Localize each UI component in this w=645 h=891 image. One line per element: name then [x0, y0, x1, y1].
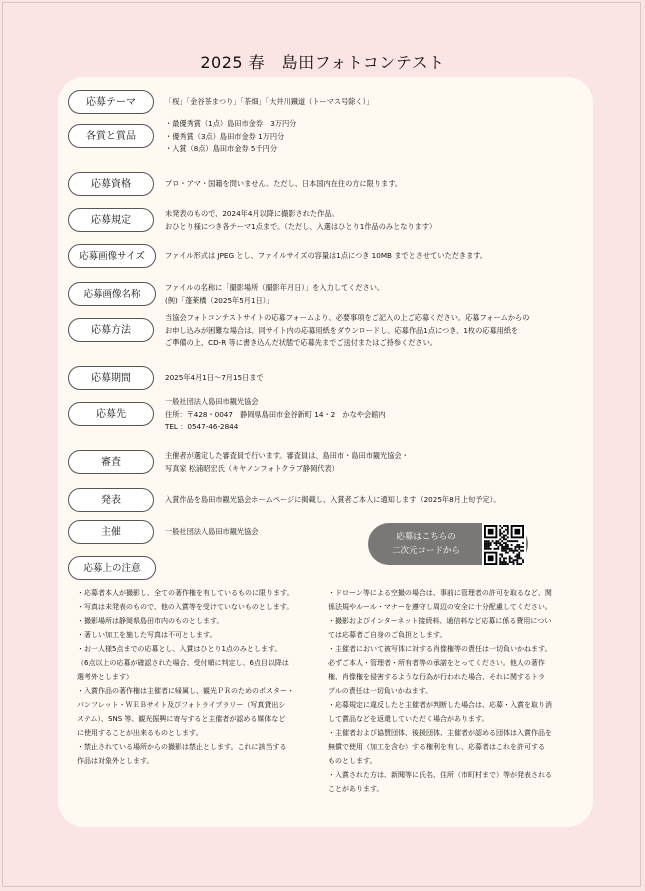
note-line: ・応募者本人が撮影し、全ての著作権を有しているものに限ります。: [77, 589, 294, 597]
row-content-line: 入賞作品を島田市観光協会ホームページに掲載し、入賞者ご本人に通知します（2025年8月上旬予定）。: [165, 495, 501, 504]
note-line: ものとします。: [328, 757, 377, 765]
row-content: [165, 178, 585, 191]
qr-callout-text: [386, 530, 466, 558]
row-label: 応募上の注意: [68, 556, 156, 580]
row-content-line: 当協会フォトコンテストサイトの応募フォームより、必要事項をご記入の上ご応募ください。応募フォームからの: [165, 313, 530, 322]
row-content-line: 未発表のもので、2024年4月以降に撮影された作品。: [165, 209, 339, 218]
notes-left: [77, 586, 327, 768]
note-line: ステム）、SNS 等、観光振興に寄与すると主催者が認める媒体など: [77, 715, 286, 723]
row-label: 応募方法: [68, 318, 154, 342]
notes-right: [328, 586, 590, 796]
row-label: 審査: [68, 450, 154, 474]
note-line: ・主催者において被写体に対する肖像権等の責任は一切負いかねます。: [328, 645, 552, 653]
note-line: ・お一人様5点までの応募とし、入賞はひとり1点のみとします。: [77, 645, 282, 653]
row-content-line: プロ・アマ・国籍を問いません。ただし、日本国内在住の方に限ります。: [165, 179, 403, 188]
note-line: に使用することが出来るものとします。: [77, 729, 203, 737]
row-content: [165, 494, 585, 507]
note-line: ・主催者および協賛団体、後援団体、主催者が認める団体は入賞作品を: [328, 729, 552, 737]
row-label: 応募期間: [68, 366, 154, 390]
note-line: ・応募規定に違反したと主催者が判断した場合は、応募・入賞を取り消: [328, 701, 552, 709]
note-line: ・入賞された方は、新聞等に氏名、住所（市町村まで）等が発表される: [328, 771, 552, 779]
row-label: 応募画像サイズ: [68, 244, 156, 268]
row-content-line: ファイルの名称に「撮影場所（撮影年月日）」を入力してください。: [165, 283, 385, 292]
row-label: 応募先: [68, 402, 154, 426]
note-line: ・著しい加工を施した写真は不可とします。: [77, 631, 217, 639]
note-line: 必ずご本人・管理者・所有者等の承諾をとってください。他人の著作: [328, 659, 545, 667]
row-content-line: ご準備の上、CD-R 等に書き込んだ状態で応募先までご送付またはご持参ください。: [165, 338, 437, 347]
row-content-line: 「桜」「金谷茶まつり」「茶畑」「大井川鐵道（トーマス号除く）」: [165, 97, 374, 106]
note-line: ・禁止されている場所からの撮影は禁止とします。これに該当する: [77, 743, 287, 751]
row-content: [165, 118, 585, 156]
row-content-line: お申し込みが困難な場合は、同サイト内の応募用紙をダウンロードし、応募作品1点につき、1枚の応募用紙を: [165, 325, 519, 335]
note-line: 係法規やルール・マナーを遵守し周辺の安全に十分配慮してください。: [328, 603, 552, 611]
note-line: 権、肖像権を侵害するような行為が行われた場合、それに関するトラ: [328, 673, 545, 681]
row-content: [165, 372, 585, 385]
row-content: [165, 96, 585, 109]
row-content-line: 住所：〒428・0047 静岡県島田市金谷新町 14・2 かなや会館内: [165, 409, 386, 419]
row-content-line: ・優秀賞（3点）島田市金券 1万円分: [165, 131, 285, 141]
qr-code-icon[interactable]: [482, 523, 526, 567]
row-content-line: おひとり様につき各テーマ1点まで。（ただし、入選はひとり1作品のみとなります）: [165, 221, 437, 231]
row-content-line: TEL ：0547-46-2844: [165, 422, 239, 431]
note-line: ・撮影およびインターネット接続料、通信料など応募に係る費用につい: [328, 617, 552, 625]
row-label: 主催: [68, 520, 154, 544]
note-line: ・写真は未発表のもので、他の入賞等を受けていないものとします。: [77, 603, 294, 611]
row-content-line: ・入賞（8点）島田市金券 5千円分: [165, 144, 278, 153]
row-content-line: (例)「蓬莱橋（2025年5月1日）」: [165, 295, 274, 305]
note-line: （6点以上の応募が確認された場合、受付順に判定し、6点目以降は: [77, 659, 289, 667]
row-content: [165, 450, 585, 475]
note-line: して賞品などを返還していただく場合があります。: [328, 715, 489, 723]
row-content-line: ファイル形式は JPEG とし、ファイルサイズの容量は1点につき 10MB までとさせていただきます。: [165, 251, 488, 260]
qr-text-line2: 二次元コードから: [391, 546, 460, 556]
qr-callout[interactable]: [368, 523, 528, 565]
note-line: ・ドローン等による空撮の場合は、事前に管理者の許可を取るなど、関: [328, 589, 552, 597]
row-content-line: 一般社団法人島田市観光協会: [165, 397, 259, 406]
row-label: 応募規定: [68, 208, 154, 232]
note-line: 選考外とします）: [77, 673, 133, 681]
row-content: [165, 312, 585, 350]
row-content: [165, 208, 585, 233]
row-label: 各賞と賞品: [68, 124, 154, 148]
note-line: パンフレット・ＷＥＢサイト及びフォトライブラリー（写真貸出シ: [77, 701, 286, 709]
note-line: ブルの責任は一切負いかねます。: [328, 687, 433, 695]
note-line: ことがあります。: [328, 785, 384, 793]
row-content-line: 主催者が選定した審査員で行います。審査員は、島田市・島田市観光協会・: [165, 451, 409, 460]
row-label: 応募画像名称: [68, 282, 156, 306]
page-title: 2025 春 島田フォトコンテスト: [200, 53, 445, 72]
row-label: 応募テーマ: [68, 90, 154, 114]
row-content-line: ・最優秀賞（1点）島田市金券 3万円分: [165, 119, 297, 128]
note-line: ・撮影場所は静岡県島田市内のものとします。: [77, 617, 224, 625]
row-content: [165, 396, 585, 434]
note-line: 作品は対象外とします。: [77, 757, 154, 765]
row-label: 発表: [68, 488, 154, 512]
note-line: ・入賞作品の著作権は主催者に帰属し、観光ＰＲのためのポスター・: [77, 687, 294, 695]
row-content: [165, 282, 585, 307]
row-content-line: 一般社団法人島田市観光協会: [165, 527, 259, 536]
row-label: 応募資格: [68, 172, 154, 196]
row-content-line: 写真家 松浦昭宏氏（キヤノンフォトクラブ静岡代表）: [165, 463, 339, 473]
note-line: 無償で使用（加工を含む）する権利を有し、応募者はこれを許可する: [328, 743, 545, 751]
row-content: [165, 250, 585, 263]
row-content-line: 2025年4月1日～7月15日まで: [165, 373, 264, 382]
note-line: ては応募者ご自身のご負担とします。: [328, 631, 447, 639]
qr-text-line1: 応募はこちらの: [396, 532, 456, 542]
